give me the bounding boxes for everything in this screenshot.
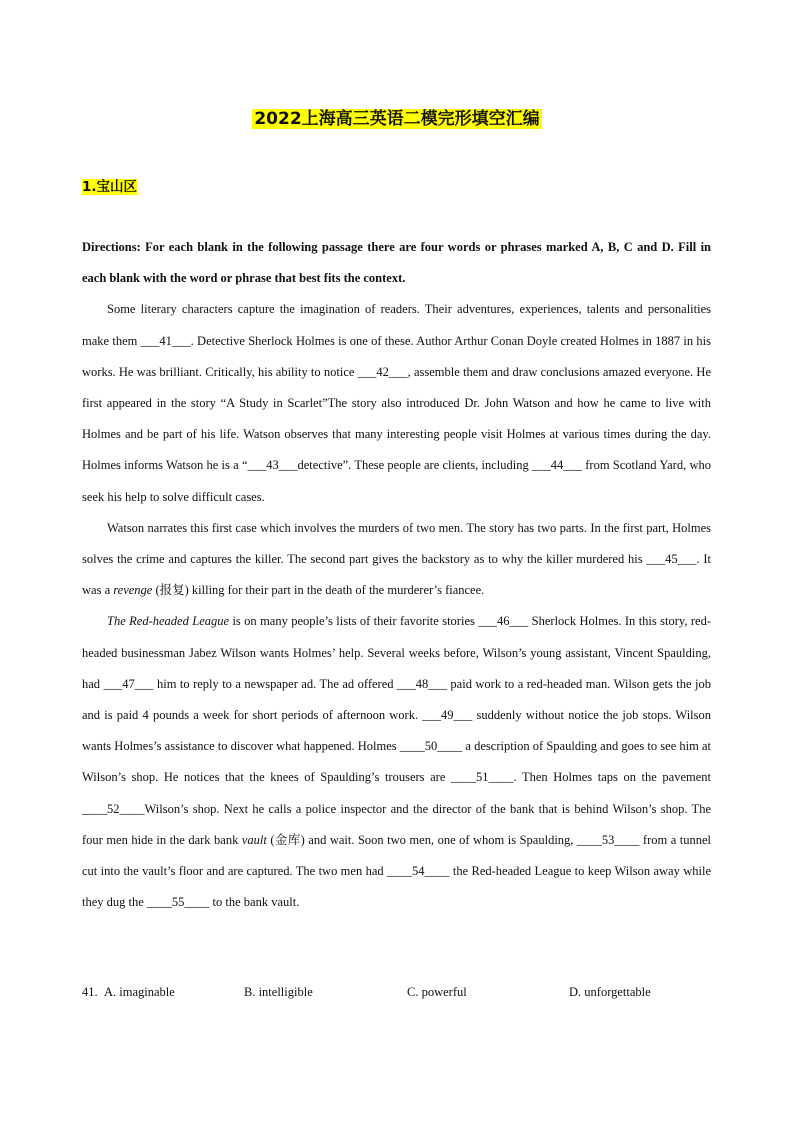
revenge-term: revenge <box>113 583 153 598</box>
paragraph-3-text-a: is on many people’s lists of their favorite stories ___46___ Sherlock Holmes. In this story, red-headed businessman Jabez Wilson wants Holmes’ help. Several weeks before, Wilson’s young assistant, Vincent Spaulding, had ___47___ him to reply to a newspaper ad. The ad offered ___48___ paid work to a red-headed man. Wilson gets the job and is paid 4 pounds a week for short periods of afternoon work. ___49___ suddenly without notice the job stops. Wilson wants Holmes’s assistance to discover what happened. Holmes ____50____ a description of Spaulding and goes to see him at Wilson’s shop. He notices that the knees of Spaulding’s trousers are ____51____. Then Holmes taps on the pavement ____52____Wilson’s shop. Next he calls a police inspector and the director of the bank that is behind Wilson’s shop. The four men hide in the dark bank <box>82 614 711 847</box>
option-a: A. imaginable <box>104 985 175 999</box>
story-title: The Red-headed League <box>107 614 230 629</box>
paragraph-1: Some literary characters capture the imagination of readers. Their adventures, experiences, talents and personalities make them ___41___. Detective Sherlock Holmes is one of these. Author Arthur Conan Doyle created Holmes in 1887 in his works. He was brilliant. Critically, his ability to notice ___42___, assemble them and draw conclusions amazed everyone. He first appeared in the story “A Study in Scarlet”The story also introduced Dr. John Watson and how he came to live with Holmes and be part of his life. Watson observes that many interesting people visit Holmes at various times during the day. Holmes informs Watson he is a “___43___detective”. These people are clients, including ___44___ from Scotland Yard, who seek his help to solve difficult cases. <box>82 302 711 504</box>
option-c: C. powerful <box>407 985 467 999</box>
question-41-options <box>82 985 711 1007</box>
question-number: 41. <box>82 985 98 999</box>
directions: Directions: For each blank in the following passage there are four words or phrases marked A, B, C and D. Fill in each blank with the word or phrase that best fits the context. <box>82 240 711 286</box>
document-title <box>0 104 794 129</box>
paragraph-2-text-a: Watson narrates this first case which involves the murders of two men. The story has two parts. In the first part, Holmes solves the crime and captures the killer. The second part gives the backstory as to why the killer murdered his ___45___. It was a <box>82 520 711 598</box>
vault-term: vault <box>241 832 267 847</box>
paragraph-3 <box>82 606 711 918</box>
section-heading-text: 1.宝山区 <box>82 179 138 195</box>
paragraph-3-text-b: (金库) and wait. Soon two men, one of whom is Spaulding, ____53____ from a tunnel cut into the vault’s floor and are captured. The two men had ____54____ the Red-headed League to keep Wilson away while they dug the ____55____ to the bank vault. <box>82 832 712 910</box>
paragraph-2-text-b: (报复) killing for their part in the death of the murderer’s fiancee. <box>152 583 485 598</box>
title-text: 2022上海高三英语二模完形填空汇编 <box>254 109 540 129</box>
option-b: B. intelligible <box>244 985 313 999</box>
passage <box>82 232 711 918</box>
paragraph-2 <box>82 513 711 607</box>
option-d: D. unforgettable <box>569 985 651 999</box>
section-heading <box>82 175 137 195</box>
